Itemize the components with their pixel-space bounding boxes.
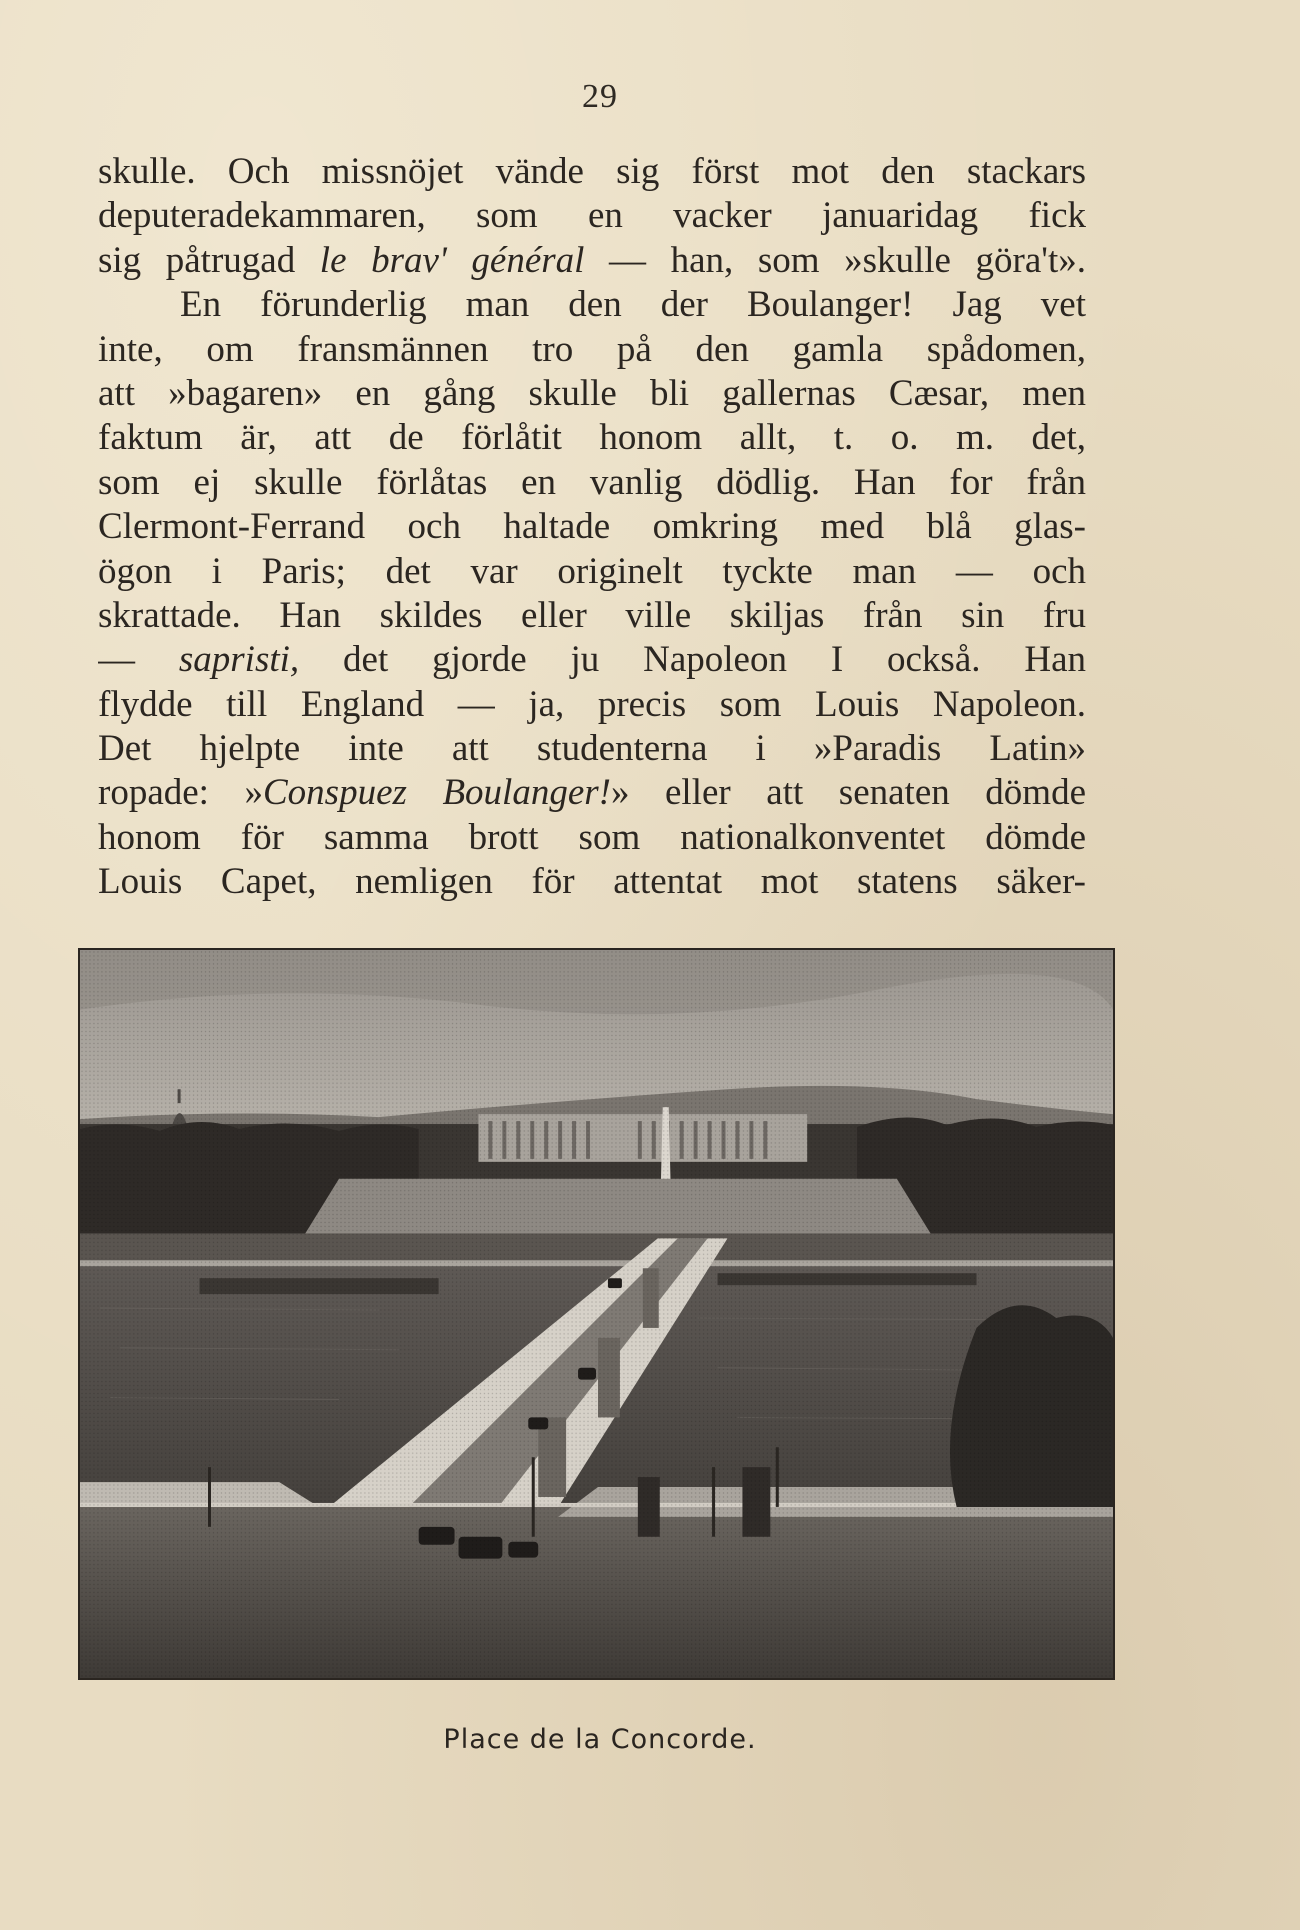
text-run: Clermont-Ferrand och haltade omkring med blå glas- [98,506,1086,548]
text-line [98,461,1086,505]
text-line [98,594,1086,638]
text-run: En förunderlig man den der Boulanger! Jag vet [180,284,1086,326]
text-run: » eller att senaten dömde [610,772,1086,814]
text-run: det gjorde ju Napoleon I också. Han [299,639,1086,681]
body-text [98,150,1086,905]
text-line [98,683,1086,727]
text-line [98,860,1086,904]
text-line [98,194,1086,238]
text-line [98,638,1086,682]
text-line [98,328,1086,372]
text-run: ropade: » [98,772,263,814]
text-line [98,239,1086,283]
text-run: att »bagaren» en gång skulle bli gallernas Cæsar, men [98,372,1086,414]
photo-engraving [80,950,1113,1678]
text-run: som ej skulle förlåtas en vanlig dödlig. Han for från [98,461,1086,503]
text-line [98,372,1086,416]
text-run: — han, som »skulle göra't». [584,239,1086,281]
text-line [98,550,1086,594]
figure-caption: Place de la Concorde. [443,1724,757,1755]
text-run: skulle. Och missnöjet vände sig först mot den stackars [98,151,1086,192]
text-run: inte, om fransmännen tro på den gamla spådomen, [98,328,1086,370]
illustration-place-de-la-concorde [78,948,1115,1680]
text-line [98,727,1086,771]
text-run: faktum är, att de förlåtit honom allt, t. o. m. det, [98,417,1086,459]
text-run: skrattade. Han skildes eller ville skiljas från sin fru [98,594,1086,636]
text-line [98,771,1086,815]
text-run: flydde till England — ja, precis som Louis Napoleon. [98,683,1086,725]
text-run: sig påtrugad [98,239,320,281]
text-run: Det hjelpte inte att studenterna i »Paradis Latin» [98,728,1086,770]
italic-phrase: Conspuez Boulanger! [263,772,611,814]
text-line [98,816,1086,860]
page-number: 29 [582,78,618,115]
text-run: deputeradekammaren, som en vacker januaridag fick [98,195,1086,237]
text-line [98,150,1086,194]
text-line [98,283,1086,327]
text-run: honom för samma brott som nationalkonventet dömde [98,816,1086,858]
text-line [98,416,1086,460]
italic-phrase: sapristi, [178,639,300,681]
text-run: ögon i Paris; det var originelt tyckte man — och [98,550,1086,592]
text-run: Louis Capet, nemligen för attentat mot statens säker- [98,861,1086,903]
text-run: — [98,639,179,681]
italic-phrase: le brav' général [319,239,585,281]
text-line [98,505,1086,549]
